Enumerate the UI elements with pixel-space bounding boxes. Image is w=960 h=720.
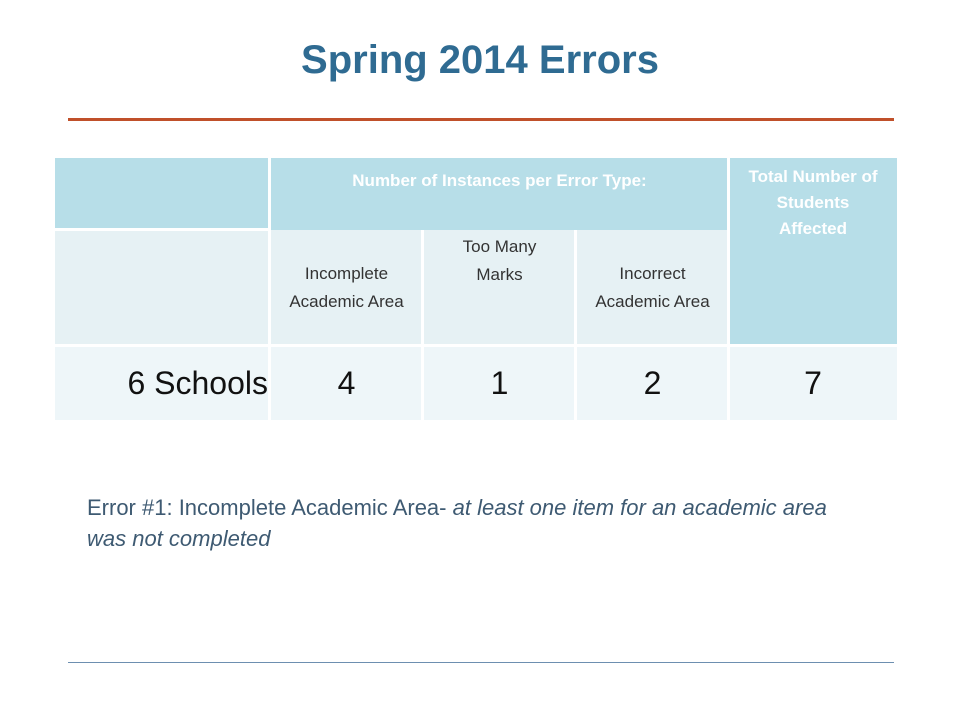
error-definition: at least one item for an academic area was not completed [87,495,827,551]
value-cell-incorrect [576,346,729,420]
value-cell-too-many [423,346,576,420]
column-header-too-many [423,230,576,346]
slide-title: Spring 2014 Errors [301,38,659,82]
footer-divider [68,662,894,663]
value-incomplete: 4 [337,364,356,401]
error-definition-note [87,492,847,554]
column-header-incomplete [270,230,423,346]
title-underline [68,118,894,121]
value-cell-incomplete [270,346,423,420]
total-header-label: Total Number of Students Affected [748,167,878,238]
row-header-blank-cell [55,230,270,346]
grid-divider [55,344,897,347]
value-incorrect: 2 [643,364,662,401]
grid-divider [268,158,271,420]
column-header-incorrect-label: Incorrect Academic Area [595,264,710,311]
row-label-cell [55,346,270,420]
grid-divider [574,230,577,420]
column-header-incomplete-label: Incomplete Academic Area [289,264,404,311]
value-cell-total [729,346,897,420]
total-header-cell [729,158,897,346]
error-label: Error #1: Incomplete Academic Area- [87,495,453,520]
column-header-too-many-label: Too Many Marks [462,237,537,284]
value-total: 7 [804,364,822,401]
row-label: 6 Schools [127,364,268,401]
group-header-label: Number of Instances per Error Type: [352,171,647,190]
errors-table [55,158,897,420]
value-too-many: 1 [490,364,509,401]
grid-divider [55,228,270,231]
column-header-incorrect [576,230,729,346]
grid-divider [727,158,730,420]
group-header-cell [270,158,729,230]
grid-divider [421,230,424,420]
corner-header-cell [55,158,270,230]
